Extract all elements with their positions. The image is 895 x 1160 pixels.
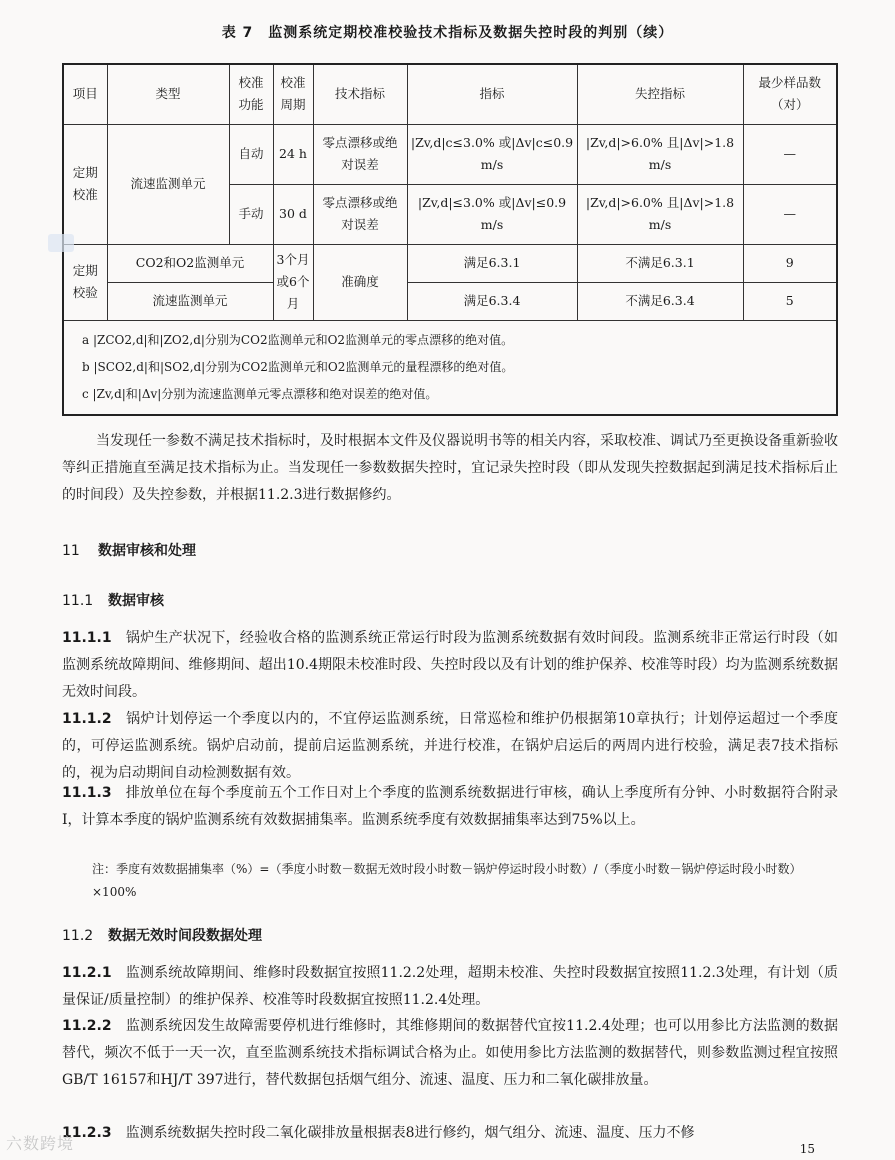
watermark-logo: 六数跨境 <box>6 1134 75 1153</box>
page-number: 15 <box>799 1142 815 1156</box>
table-row <box>63 244 837 282</box>
table-note: b |SCO2,d|和|SO2,d|分别为CO2监测单元和O2监测单元的量程漂移的绝对值。 <box>82 359 514 374</box>
type-cell: CO2和O2监测单元 <box>107 244 273 282</box>
group-cell: 定期校验 <box>63 244 107 320</box>
func-cell: 自动 <box>229 124 273 184</box>
period-cell: 24 h <box>273 124 313 184</box>
table-title: 表 7 监测系统定期校准校验技术指标及数据失控时段的判别（续） <box>221 25 674 41</box>
index-cell: |Zv,d|c≤3.0% 或|Δv|c≤0.9 m/s <box>407 124 577 184</box>
header-cell: 指标 <box>407 64 577 124</box>
header-cell: 失控指标 <box>577 64 743 124</box>
section-11-2-heading: 11.2 数据无效时间段数据处理 <box>62 928 262 944</box>
period-cell: 30 d <box>273 184 313 244</box>
period-cell: 3个月或6个月 <box>273 244 313 320</box>
samples-cell: 9 <box>743 244 837 282</box>
section-11-1-heading: 11.1 数据审核 <box>62 593 164 609</box>
type-cell: 流速监测单元 <box>107 124 229 244</box>
fail-cell: 不满足6.3.1 <box>577 244 743 282</box>
samples-cell: — <box>743 124 837 184</box>
capture-rate-note: 注：季度有效数据捕集率（%）=（季度小时数－数据无效时段小时数－锅炉停运时段小时数）/（季度小时数－锅炉停运时段小时数）×100% <box>92 862 802 899</box>
table-row <box>63 124 837 184</box>
tech-cell: 零点漂移或绝对误差 <box>313 124 407 184</box>
clause-11-1-1: 11.1.1 锅炉生产状况下，经验收合格的监测系统正常运行时段为监测系统数据有效时间段。监测系统非正常运行时段（如监测系统故障期间、维修期间、超出10.4期限未校准时段、失控时段以及有计划的维护保养、校准等时段）均为监测系统数据无效时间段。 <box>62 630 838 700</box>
clause-11-2-2: 11.2.2 监测系统因发生故障需要停机进行维修时，其维修期间的数据替代宜按11.2.4处理；也可以用参比方法监测的数据替代，频次不低于一天一次，直至监测系统技术指标调试合格为止。如使用参比方法监测的数据替代，则参数监测过程宜按照GB/T 16157和HJ/T 397进行，替代数据包括烟气组分、流速、温度、压力和二氧化碳排放量。 <box>62 1018 838 1088</box>
samples-cell: 5 <box>743 282 837 320</box>
header-cell: 项目 <box>63 64 107 124</box>
header-cell: 技术指标 <box>313 64 407 124</box>
clause-11-2-1: 11.2.1 监测系统故障期间、维修时段数据宜按照11.2.2处理，超期未校准、失控时段数据宜按照11.2.3处理，有计划（质量保证/质量控制）的维护保养、校准等时段数据宜按照11.2.4处理。 <box>62 965 838 1008</box>
side-bookmark-icon <box>48 234 74 252</box>
header-cell: 校准功能 <box>229 64 273 124</box>
fail-cell: |Zv,d|>6.0% 且|Δv|>1.8 m/s <box>577 184 743 244</box>
func-cell: 手动 <box>229 184 273 244</box>
tech-cell: 准确度 <box>313 244 407 320</box>
clause-11-1-3: 11.1.3 排放单位在每个季度前五个工作日对上个季度的监测系统数据进行审核，确认上季度所有分钟、小时数据符合附录I，计算本季度的锅炉监测系统有效数据捕集率。监测系统季度有效数据捕集率达到75%以上。 <box>62 785 838 828</box>
fail-cell: |Zv,d|>6.0% 且|Δv|>1.8 m/s <box>577 124 743 184</box>
header-cell: 类型 <box>107 64 229 124</box>
group-cell: 定期校准 <box>63 124 107 244</box>
table-notes <box>63 320 837 415</box>
section-11-heading: 11 数据审核和处理 <box>62 543 196 559</box>
index-cell: 满足6.3.1 <box>407 244 577 282</box>
spec-table <box>62 63 838 416</box>
clause-11-2-3: 11.2.3 监测系统数据失控时段二氧化碳排放量根据表8进行修约，烟气组分、流速、温度、压力不修 <box>62 1125 695 1141</box>
index-cell: 满足6.3.4 <box>407 282 577 320</box>
index-cell: |Zv,d|≤3.0% 或|Δv|≤0.9 m/s <box>407 184 577 244</box>
header-cell: 最少样品数（对） <box>743 64 837 124</box>
type-cell: 流速监测单元 <box>107 282 273 320</box>
clause-11-1-2: 11.1.2 锅炉计划停运一个季度以内的，不宜停运监测系统，日常巡检和维护仍根据第10章执行；计划停运超过一个季度的，可停运监测系统。锅炉启动前，提前启运监测系统，并进行校准，在锅炉启运后的两周内进行校验，满足表7技术指标的，视为启动期间自动检测数据有效。 <box>62 711 838 781</box>
intro-paragraph: 当发现任一参数不满足技术指标时，及时根据本文件及仪器说明书等的相关内容，采取校准、调试乃至更换设备重新验收等纠正措施直至满足技术指标为止。当发现任一参数数据失控时，宜记录失控时段（即从发现失控数据起到满足技术指标后止的时间段）及失控参数，并根据11.2.3进行数据修约。 <box>62 433 838 503</box>
samples-cell: — <box>743 184 837 244</box>
fail-cell: 不满足6.3.4 <box>577 282 743 320</box>
table-note: a |ZCO2,d|和|ZO2,d|分别为CO2监测单元和O2监测单元的零点漂移的绝对值。 <box>82 332 514 347</box>
table-row <box>63 282 837 320</box>
header-cell: 校准周期 <box>273 64 313 124</box>
table-note: c |Zv,d|和|Δv|分别为流速监测单元零点漂移和绝对误差的绝对值。 <box>82 386 438 401</box>
table-header-row <box>63 64 837 124</box>
tech-cell: 零点漂移或绝对误差 <box>313 184 407 244</box>
table-notes-row <box>63 320 837 415</box>
